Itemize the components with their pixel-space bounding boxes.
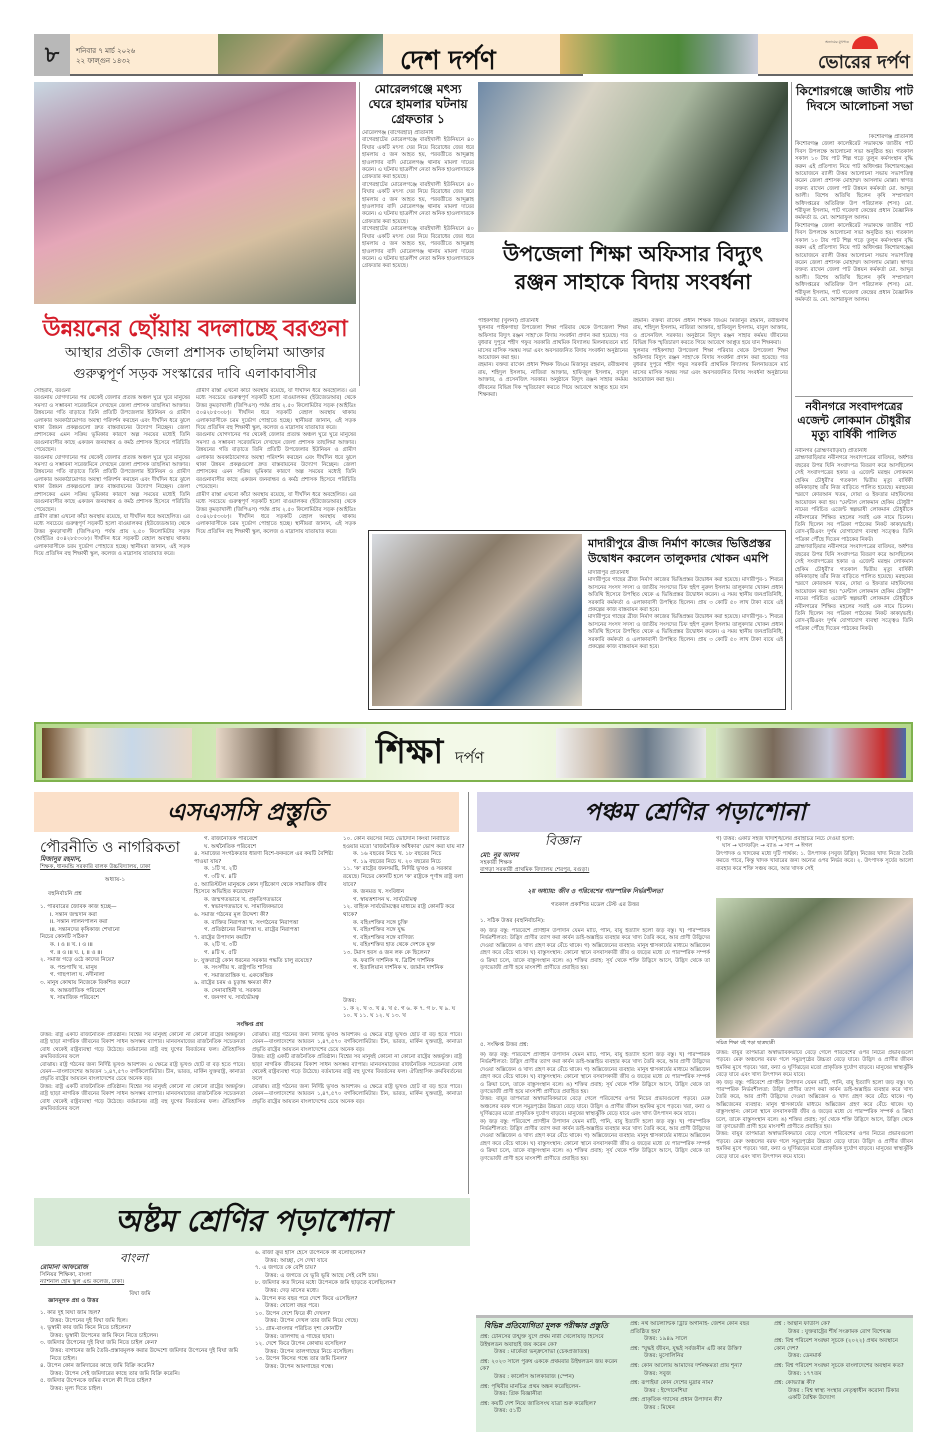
class5-q5-text: ক) জড় বস্তু: পরিবেশে প্রাণহীন উপাদান যেমন মাটি, পানি, বায়ু ইত্যাদি হলো জড় বস্তু। খ) পারস্পরিক নির্ভরশীলতা: উদ্ভিদ প্রাণীর ত্যাগ করা কার্বন ডাই-অক্সাইড ব্যবহার করে খাদ্য তৈরি করে, আর প্রাণী উদ্ভিদের দেওয়া অক্সিজেন ও খাদ্য গ্রহণ করে বেঁচে থাকে। গ) অক্সিজেনের ব্যবহার: মানুষ শ্বাসকার্যের মাধ্যমে অক্সিজেন গ্রহণ করে বেঁচে থাকে। ঘ) বাস্তুসংস্থান: কোনো স্থানে বসবাসকারী জীব ও জড়ের মধ্যে যে পারস্পরিক সম্পর্ক ও ক্রিয়া চলে, তাকে বাস্তুসংস্থান বলে। ঙ) শক্তির প্রবাহ: সূর্য থেকে শক্তি উদ্ভিদে আসে, উদ্ভিদ থেকে তা তৃণভোজী প্রাণী হয়ে মাংসাশী প্রাণীতে প্রবাহিত হয়। (480, 1052, 710, 1096)
class8-header-bar (34, 1198, 470, 1246)
barguna-body-text-2c: গ্রামীণ রাস্তা এখনো কাঁচা অবস্থায় রয়েছে, যা দীর্ঘদিন ধরে অবহেলিত। এর মধ্যে সবচেয়ে গুরুত্বপূর্ণ সড়কটি হলো বাওয়ালকর (ইউজেডআর) থেকে উত্তর কুমড়াখালী (জিপিএস) পর্যন্ত প্রায় ২.৫০ কিলোমিটার সড়ক (আইডিঃ ৫০৪২৮৫৩০৮)। দীর্ঘদিন ধরে সড়কটি বেহাল অবস্থায় থাকায় এলাকাবাসীকে চরম দুর্ভোগ পোহাতে হচ্ছে। স্থানীয়রা জানান, এই সড়ক দিয়ে প্রতিদিন বহু শিক্ষার্থী স্কুল, কলেজ ও মাদ্রাসায় যাতায়াত করে। (196, 491, 356, 535)
answer-line: উত্তর: উপেনের দুই বিঘা জমি ছিল। (50, 1317, 128, 1324)
class5-subject: বিজ্ঞান (545, 834, 580, 849)
banner-title (376, 726, 484, 783)
madaripur-body (588, 570, 783, 706)
ssc-answers (343, 998, 465, 1021)
answer-line: উত্তর: উপেন তালগাছের নিচে বসেছিল। (265, 1348, 354, 1355)
answer-line: ii. সন্তান লালনপালন করা (50, 919, 108, 926)
class5-right-text-2: উৎপাদক ও খাদকের মধ্যে দুটি পার্থক্য: ১. উৎপাদক (সবুজ উদ্ভিদ) নিজের খাদ্য নিজে তৈরি করতে পারে, কিন্তু খাদক খাবারের জন্য অন্যের ওপর নির্ভর করে। ২. উৎপাদক সূর্যের আলো ব্যবহার করে শক্তি সঞ্চয় করে, আর খাদক সেই (716, 850, 913, 872)
quiz-answer: উত্তর: সবুজ (644, 1370, 671, 1377)
answer-line: গ. ৩টি ঘ. ৪টি (204, 873, 237, 880)
quiz-item (630, 1380, 768, 1395)
quiz-question: প্রশ্ন: কোন আলোয় আমাদের দর্শনক্ষমতা প্রায় শূন্য? (630, 1362, 743, 1369)
class5-q5: ৫. সংক্ষিপ্ত উত্তর প্রশ্ন: (480, 1042, 529, 1048)
quiz-item (480, 1334, 624, 1357)
question-line: ১. পরিবারের জৈবিক কাজ হচ্ছে— (40, 904, 117, 910)
ssc-section: বহুনির্বাচনি প্রশ্ন (48, 890, 82, 897)
question-line: ৯. উপেন কত বছর পরে দেশে ফিরে এসেছিল? (255, 1295, 358, 1302)
question-line: ৭. এ জগতে কে বেশি চায়? (255, 1265, 317, 1272)
answer-line: খ. বহিঃশক্তির সঙ্গে যুদ্ধ (353, 927, 405, 934)
answer-line: ঘ. অর্থনৈতিক পরিবেশে (204, 843, 257, 850)
madaripur-dateline: মাদারীপুর প্রতিনিধি (588, 570, 629, 576)
question-line: ৬. সমাজ গঠনের মূল উদ্দেশ্য কী? (194, 911, 269, 918)
answer-line: গ. ইতালিয়ান দার্শনিক ঘ. জার্মান দার্শনিক (353, 965, 444, 972)
class5-photo (716, 898, 913, 1038)
ssc-author-role: শিক্ষক, ধানমন্ডি সরকারি বালক উচ্চবিদ্যালয়, ঢাকা (40, 863, 151, 870)
ssc-short-text-1: উত্তর: রাষ্ট্র একটি রাজনৈতিক প্রতিষ্ঠান। বিশ্বের সব মানুষই কোনো না কোনো রাষ্ট্রের অন্তর্ভুক্ত। রাষ্ট্র ছাড়া নাগরিক জীবনের বিকাশ সাধন অসম্ভব ব্যাপার। মানবসমাজের রাজনৈতিক সচেতনতা বোধ থেকেই রাষ্ট্রব্যবস্থা গড়ে উঠেছে। বর্তমানের রাষ্ট্র বহু যুগের বিবর্তনের ফল। ঐতিহাসিক ক্রমবিবর্তনের ফলে (40, 1032, 245, 1061)
kishoreganj-body (795, 134, 913, 394)
class5-author-role: সহকারী শিক্ষক (480, 859, 512, 866)
class8-author-school: ন্যাশনাল হোম স্কুল এন্ড কলেজ, ঢাকা। (40, 1279, 125, 1286)
barguna-body-text-2: গ্রামীণ রাস্তা এখনো কাঁচা অবস্থায় রয়েছে, যা দীর্ঘদিন ধরে অবহেলিত। এর মধ্যে সবচেয়ে গুরুত্বপূর্ণ সড়কটি হলো বাওয়ালকর (ইউজেডআর) থেকে উত্তর কুমড়াখালী (জিপিএস) পর্যন্ত প্রায় ২.৫০ কিলোমিটার সড়ক (আইডিঃ ৫০৪২৮৫৩০৮)। দীর্ঘদিন ধরে সড়কটি বেহাল অবস্থায় থাকায় এলাকাবাসীকে চরম দুর্ভোগ পোহাতে হচ্ছে। স্থানীয়রা জানান, এই সড়ক দিয়ে প্রতিদিন বহু শিক্ষার্থী স্কুল, কলেজ ও মাদ্রাসায় যাতায়াত করে। (196, 388, 356, 432)
nabinagar-body-text: ব্রাহ্মণবাড়িয়ার নবীনগরে সংবাদপত্রের বাতিঘর, অর্ধশত বছরের উপর যিনি সংবাদপত্র বিতরণ করে আসছিলেন সেই সংবাদপত্রের হকার ও এজেন্ট মরহুম লোকমান হেকিম চৌধুরী'র গতকাল দ্বিতীয় মৃত্যু বার্ষিকী কনিকাড়াস্থ তাঁর নিজ বাড়িতে পালিত হয়েছে। মরহুমের স্মরণে কোরআন খতম, দোয়া ও ইফতার মাহফিলের আয়োজন করা হয়। "মেন্টাল লোকমান হেকিম চৌধুরী" নামের পরিচিত এজেন্ট স্বল্পভাষী লোকমান চৌধুরীকে নবীনগরের শিক্ষিত মহলের সবাই এক নামে চিনেন। তিনি ছিলেন সব পত্রিকা পাঠকের নিকট কাকা/ভাই। রোদ-বৃষ্টিএবং দুর্গম যোগাযোগ ব্যবস্থা সত্ত্বেও তিনি পত্রিকা পৌঁছে দিতেন পাঠকের নিকট। (795, 455, 913, 543)
quiz-item (774, 1363, 910, 1378)
farewell-body-text-1: খুলনার পাইকগাছা উপজেলা শিক্ষা পরিবার থেকে উপজেলা শিক্ষা অফিসার বিদ্যুৎ রঞ্জন সাহা'কে বিদায় সংবর্ধনা প্রদান করা হয়েছে। গত বুধবার দুপুরে শহীদ গফুর সরকারি প্রাথমিক বিদ্যালয় মিলনায়তনে মার্চ মাসের মাসিক সমন্বয় সভা এবং অবসরজনিত বিদায় সংবর্ধনা অনুষ্ঠানের আয়োজন করা হয়। (478, 325, 628, 362)
class5-author: মো: নুর আলম (480, 851, 519, 859)
morrelganj-dateline: মোরেলগঞ্জ (বাগেরহাট) প্রতিনিধি (362, 130, 434, 136)
page-number: ৮ (34, 34, 70, 76)
banner-title-main: শিক্ষা (376, 732, 444, 772)
ssc-short-col1 (40, 1032, 245, 1192)
class8-section: জ্ঞানমূলক প্রশ্ন ও উত্তর (48, 1298, 99, 1305)
class5-q1-body (480, 928, 710, 1038)
farewell-body-col2 (633, 318, 788, 528)
quiz-item (774, 1338, 910, 1361)
class8-col1 (40, 1310, 250, 1440)
farewell-headline-1: উপজেলা শিক্ষা অফিসার বিদ্যুৎ (502, 242, 764, 266)
issue-date-bangla: ২২ ফাল্গুন ১৪৩২ (76, 57, 131, 65)
answer-line: গ. গাছপালা ঘ. নদীনালা (50, 972, 105, 979)
farewell-photo (478, 82, 788, 232)
answer-line: উত্তর: উপেন দেখল তার জমি নিয়ে গেছে। (265, 1318, 359, 1325)
class5-author-school: বাগড়া সরকারী প্রাথমিক বিদ্যালয় শেরপুর, বগুড়া। (480, 867, 590, 874)
quiz-item (480, 1359, 624, 1382)
quiz-question: প্রশ্ন: বিশ্ব পরিবেশ সংরক্ষা সূচকে (২০২২) প্রথম অবস্থানে কোন দেশ? (774, 1338, 898, 1352)
ssc-answers-label: উত্তর: (343, 998, 357, 1004)
answer-line: ক. ২টি খ. ৩টি (204, 942, 238, 949)
answer-line: iii. সন্তানদের কৃষিকাজ শেখানো (50, 926, 120, 933)
answer-line: গ. বহিঃশক্তির সঙ্গে বাণিজ্য (353, 934, 414, 941)
ssc-short-col2 (252, 1032, 462, 1192)
quiz-question: প্রশ্ন: নর্থ আটলান্টিক ট্রিটি অর্গানাই- জেশন কোন বছর প্রতিষ্ঠিত হয়? (630, 1321, 750, 1335)
answer-line: ক. পশুপাখি খ. মানুষ (50, 964, 97, 971)
question-line: ৬. রাজা ক্রুর হাসি হেসে উপেনকে কী বলেছিলেন? (255, 1250, 366, 1256)
farewell-headline-2: রঞ্জন সাহাকে বিদায় সংবর্ধনা (514, 270, 752, 294)
quiz-item (480, 1384, 624, 1399)
madaripur-body-text: মাদারীপুরে গাছের ব্রীজ নির্মাণ কাজের ভিত্তিপ্রস্তর উদ্বোধন করা হয়েছে। মাদারীপুর-১ শিবচর আসনের সংসদ সদস্য ও জাতীয় সংসদের চিফ হুইপ নুরুল ইসলাম তালুকদার খোকন প্রধান অতিথি হিসেবে উপস্থিত থেকে এ ভিত্তিপ্রস্তর উদ্বোধন করেন। এ সময় স্থানীয় জনপ্রতিনিধি, সরকারি কর্মকর্তা ও এলাকাবাসী উপস্থিত ছিলেন। প্রায় ৩ কোটি ৫০ লাখ টাকা ব্যয়ে এই প্রকল্পের কাজ বাস্তবায়ন করা হবে। (588, 577, 783, 614)
answer-line: গ. জনগণ ঘ. সার্বভৌমত্ব (204, 995, 259, 1002)
farewell-body-text-2: রহমান। বক্তব্য রাখেন প্রধান শিক্ষক জিএম মিজানুর রহমান, রবীন্দ্রনাথ রায়, শহিদুল ইসলাম, নাজিরা আক্তার, হাফিজুল ইসলাম, বাবুল আক্তার, ও প্রসেনজিৎ সরকার। অনুষ্ঠানে বিদ্যুৎ রঞ্জন সাহার কর্মময় জীবনের বিভিন্ন দিক স্মৃতিচারণ করতে গিয়ে আবেগে আপ্লুত হয়ে যান শিক্ষকরা। (633, 318, 788, 347)
section-title: দেশ দর্পণ (400, 46, 496, 76)
question-line: ১১. 'ক' রাষ্ট্রের জনসমষ্টি, নির্দিষ্ট ভূখণ্ড ও সরকার রয়েছে। নিচের কোনটি হলে 'ক' রাষ্ট্রকে পূর্ণাঙ্গ রাষ্ট্র বলা যাবে? (343, 866, 464, 888)
answer-line: ক. জন্মগতভাবে খ. প্রকৃতিগতভাবে (204, 896, 282, 903)
madaripur-photo (372, 534, 582, 706)
question-line: ৫. অ্যারিস্টটল মানুষকে কোন দৃষ্টিকোণ থেকে সামাজিক জীব হিসেবে অভিহিত করেছেন? (194, 881, 327, 896)
farewell-dateline: পাইকগাছা (খুলনা) প্রতিনিধি (478, 318, 539, 324)
quiz-answer: উত্তর: মুসোলিনির (644, 1353, 684, 1360)
ssc-short-text-2: বোঝায়। রাষ্ট্র গঠনের জন্য নির্দিষ্ট ভূখণ্ড আবশ্যক। এ ক্ষেত্রে রাষ্ট্র ভূখণ্ড ছোট বা বড় হতে পারে। যেমন—বাংলাদেশের আয়তন ১,৪৭,৫৭০ বর্গকিলোমিটার। চীন, ভারত, মার্কিন যুক্তরাষ্ট্র, কানাডা প্রভৃতি রাষ্ট্রের আয়তন বাংলাদেশের চেয়ে অনেক বড়। (252, 1032, 462, 1053)
banner-photo-mid-left (216, 728, 366, 778)
issue-date-gregorian: শনিবার ৭ মার্চ ২০২৬ (76, 47, 136, 55)
quiz-col2 (630, 1321, 768, 1433)
question-line: ৪. সমাজের সংগঠকতার ধারণা বিশে-ফকবলে এর কয়টি বৈশিষ্ট্য পাওয়া যায়? (194, 851, 334, 865)
logo-tagline: অন্যায়ের মুখপাত্র (825, 40, 849, 44)
barguna-body-text-1c: গ্রামীণ রাস্তা এখনো কাঁচা অবস্থায় রয়েছে, যা দীর্ঘদিন ধরে অবহেলিত। এর মধ্যে সবচেয়ে গুরুত্বপূর্ণ সড়কটি হলো বাওয়ালকর (ইউজেডআর) থেকে উত্তর কুমড়াখালী (জিপিএস) পর্যন্ত প্রায় ২.৫০ কিলোমিটার সড়ক (আইডিঃ ৫০৪২৮৫৩০৮)। দীর্ঘদিন ধরে সড়কটি বেহাল অবস্থায় থাকায় এলাকাবাসীকে চরম দুর্ভোগ পোহাতে হচ্ছে। স্থানীয়রা জানান, এই সড়ক দিয়ে প্রতিদিন বহু শিক্ষার্থী স্কুল, কলেজ ও মাদ্রাসায় যাতায়াত করে। (34, 513, 190, 557)
answer-line: গ. ii ও iii ঘ. i, ii ও iii (50, 949, 103, 956)
answer-line: i. সন্তান জন্মদান করা (50, 911, 97, 918)
question-line: ১০. কোন বয়সের নিচে ভোটদান কিংবা নির্বাচিত হওয়ার মতো 'রাজনৈতিক অধিকার' ভোগ করা যায় না? (343, 836, 465, 850)
morrelganj-headline: মোরেলগঞ্জে মৎস্য ঘেরে হামলার ঘটনায় গ্রেফতার ১ (368, 82, 468, 126)
ssc-header-bar (34, 792, 459, 832)
nabinagar-headline: নবীনগরে সংবাদপত্রের এজেন্ট লোকমান চৌধুরীর মৃত্যু বার্ষিকী পালিত (797, 400, 911, 441)
barguna-body-col1 (34, 388, 190, 710)
quiz-question: প্রশ্ন: "যুদ্ধই জীবন, যুদ্ধই সর্বজনীন এটি কার উক্তি? (630, 1345, 742, 1352)
class8-lesson: বিঘা জমি (129, 1290, 151, 1297)
ssc-title: এসএসসি প্রস্তুতি (166, 797, 327, 826)
class5-author-block (480, 852, 680, 875)
class5-right-text-3c: উত্তর: বায়ুর তাপমাত্রা অস্বাভাবিকভাবে বেড়ে গেলে পরিবেশের ওপর নিচের প্রভাবগুলো পড়বে। মেরু অঞ্চলের বরফ গলে সমুদ্রপৃষ্ঠের উচ্চতা বেড়ে যাবে। উদ্ভিদ ও প্রাণীর জীবন হুমকির মুখে পড়বে। খরা, বন্যা ও ঘূর্ণিঝড়ের মতো প্রাকৃতিক দুর্যোগ বাড়বে। মানুষের স্বাস্থ্যঝুঁকি বেড়ে যাবে এবং খাদ্য উৎপাদন কমে যাবে। (716, 1131, 913, 1160)
class8-col2 (255, 1250, 465, 1440)
barguna-body-text-1: বরগুনায় যোগদানের পর থেকেই জেলার প্রত্যন্ত অঞ্চল ঘুরে ঘুরে মানুষের সমস্যা ও সম্ভাবনা সরেজমিনে দেখছেন জেলা প্রশাসক তাছলিমা আক্তার। উন্নয়নের গতি বাড়াতে তিনি প্রতিটি উপজেলার ইউনিয়ন ও গ্রামীণ এলাকার অবকাঠামোগত অবস্থা পরিদর্শন করছেন এবং দীর্ঘদিন ধরে ঝুলে থাকা উন্নয়ন প্রকল্পগুলো দ্রুত বাস্তবায়নের উদ্যোগ নিচ্ছেন। জেলা প্রশাসকের এমন সক্রিয় ভূমিকার কারণে অল্প সময়ের মধ্যেই তিনি বরগুনাবাসীর কাছে একজন জনবান্ধব ও কর্মঠ প্রশাসক হিসেবে পরিচিতি পেয়েছেন। (34, 395, 190, 454)
ssc-short-text-2b: উত্তর: রাষ্ট্র একটি রাজনৈতিক প্রতিষ্ঠান। বিশ্বের সব মানুষই কোনো না কোনো রাষ্ট্রের অন্তর্ভুক্ত। রাষ্ট্র ছাড়া নাগরিক জীবনের বিকাশ সাধন অসম্ভব ব্যাপার। মানবসমাজের রাজনৈতিক সচেতনতা বোধ থেকেই রাষ্ট্রব্যবস্থা গড়ে উঠেছে। বর্তমানের রাষ্ট্র বহু যুগের বিবর্তনের ফল। ঐতিহাসিক ক্রমবিবর্তনের ফলে (252, 1054, 462, 1083)
morrelganj-body-text: বাগেরহাটের মোরেলগঞ্জে বারইখালী ইউনিয়নে ৪০ বিঘার একটি মৎস্য ঘের নিয়ে বিরোধের জের ধরে হামলায় ৫ জন আহত হয়, পরবর্তীতে আব্দুল্লাহ হাওলাদার বাদি মোরেলগঞ্জ থানায় মামলা দায়ের করেন। এ ঘটনায় ছাত্রলীগ নেতা অনিক হাওলাদারকে গ্রেফতার করা হয়েছে। (362, 137, 474, 181)
answer-line: উত্তর: আচ্ছা, সে দেখা যাবে (265, 1257, 328, 1264)
class5-photo-caption: সচিত্র শিক্ষা বই পড়া ছাত্রছাত্রী (716, 1040, 775, 1046)
answer-line: ক. বহিঃশক্তির সঙ্গে চুক্তি (353, 919, 408, 926)
class8-author: রোমানা আফরোজ (40, 1263, 88, 1271)
column-divider (791, 82, 792, 710)
quiz-box (476, 1315, 913, 1432)
quiz-item (774, 1321, 910, 1336)
quiz-answer: উত্তর : বিশ্ব স্বাস্থ্য সংস্থার নেতৃত্বাধীন করোনা টিকার একটি বৈশ্বিক উদ্যোগ (788, 1387, 900, 1402)
divider (795, 396, 913, 397)
ssc-questions-col3 (343, 836, 465, 996)
banner-photo-mid-right (556, 728, 706, 778)
morrelganj-body-text-c: বাগেরহাটের মোরেলগঞ্জে বারইখালী ইউনিয়নে ৪০ বিঘার একটি মৎস্য ঘের নিয়ে বিরোধের জের ধরে হামলায় ৫ জন আহত হয়, পরবর্তীতে আব্দুল্লাহ হাওলাদার বাদি মোরেলগঞ্জ থানায় মামলা দায়ের করেন। এ ঘটনায় ছাত্রলীগ নেতা অনিক হাওলাদারকে গ্রেফতার করা হয়েছে। (362, 226, 474, 270)
farewell-body-text-1b: রহমান। বক্তব্য রাখেন প্রধান শিক্ষক জিএম মিজানুর রহমান, রবীন্দ্রনাথ রায়, শহিদুল ইসলাম, নাজিরা আক্তার, হাফিজুল ইসলাম, বাবুল আক্তার, ও প্রসেনজিৎ সরকার। অনুষ্ঠানে বিদ্যুৎ রঞ্জন সাহার কর্মময় জীবনের বিভিন্ন দিক স্মৃতিচারণ করতে গিয়ে আবেগে আপ্লুত হয়ে যান শিক্ষকরা। (478, 362, 628, 399)
quiz-question: প্রশ্ন: বিশ্ব পরিবেশ সংরক্ষা সূচকে বাংলাদেশের অবস্থান কত? (774, 1362, 904, 1369)
morrelganj-body (362, 130, 474, 388)
quiz-answer: উত্তর: ৫১টি (494, 1408, 522, 1415)
farewell-body-text-2b: খুলনার পাইকগাছা উপজেলা শিক্ষা পরিবার থেকে উপজেলা শিক্ষা অফিসার বিদ্যুৎ রঞ্জন সাহা'কে বিদায় সংবর্ধনা প্রদান করা হয়েছে। গত বুধবার দুপুরে শহীদ গফুর সরকারি প্রাথমিক বিদ্যালয় মিলনায়তনে মার্চ মাসের মাসিক সমন্বয় সভা এবং অবসরজনিত বিদায় সংবর্ধনা অনুষ্ঠানের আয়োজন করা হয়। (633, 347, 788, 384)
ssc-questions-col2 (194, 836, 339, 1016)
quiz-answer: উত্তর : ইন্দোনেশিয়া (644, 1387, 688, 1394)
question-line: ৯. রাষ্ট্রের চরম ও চূড়ান্ত ক্ষমতা কী? (194, 980, 272, 987)
quiz-answer: উত্তর : মিথেন (644, 1404, 675, 1411)
barguna-subhead-2: গুরুত্বপূর্ণ সড়ক সংস্কারের দাবি এলাকাবাসীর (73, 366, 317, 382)
quiz-question: প্রশ্ন: টেনিসের উন্মুক্ত যুগে প্রথম নারী খেলোয়াড় হিসেবে উইম্বলডন অবাছাই জয় করেন কে? (480, 1334, 604, 1348)
quiz-question: প্রশ্ন: কোভ্যাক্স কী? (774, 1380, 815, 1387)
answer-line: ক. ব্যক্তির নিরাপত্তা খ. সংগঠনের নিরাপত্তা (204, 919, 299, 926)
kishoreganj-dateline: কিশোরগঞ্জ প্রতিনিধি (869, 134, 913, 140)
answer-line: উত্তর: উপেন সেই জমিদারের কাছে তার জমি বিক্রি করেনি। (50, 1370, 180, 1377)
answer-line: উত্তর: দেড় মাসের মধ্যে। (265, 1287, 319, 1294)
quiz-item (774, 1380, 910, 1403)
class8-author-block (40, 1264, 240, 1306)
class5-q5-text-c: ক) জড় বস্তু: পরিবেশে প্রাণহীন উপাদান যেমন মাটি, পানি, বায়ু ইত্যাদি হলো জড় বস্তু। খ) পারস্পরিক নির্ভরশীলতা: উদ্ভিদ প্রাণীর ত্যাগ করা কার্বন ডাই-অক্সাইড ব্যবহার করে খাদ্য তৈরি করে, আর প্রাণী উদ্ভিদের দেওয়া অক্সিজেন ও খাদ্য গ্রহণ করে বেঁচে থাকে। গ) অক্সিজেনের ব্যবহার: মানুষ শ্বাসকার্যের মাধ্যমে অক্সিজেন গ্রহণ করে বেঁচে থাকে। ঘ) বাস্তুসংস্থান: কোনো স্থানে বসবাসকারী জীব ও জড়ের মধ্যে যে পারস্পরিক সম্পর্ক ও ক্রিয়া চলে, তাকে বাস্তুসংস্থান বলে। ঙ) শক্তির প্রবাহ: সূর্য থেকে শক্তি উদ্ভিদে আসে, উদ্ভিদ থেকে তা তৃণভোজী প্রাণী হয়ে মাংসাশী প্রাণীতে প্রবাহিত হয়। (480, 1118, 710, 1162)
quiz-question: প্রশ্ন: পৃথিবীর মানচিত্র প্রথম অঙ্কন করেছিলেন- (480, 1383, 581, 1390)
class5-q5-text-b: উত্তর: বায়ুর তাপমাত্রা অস্বাভাবিকভাবে বেড়ে গেলে পরিবেশের ওপর নিচের প্রভাবগুলো পড়বে। মেরু অঞ্চলের বরফ গলে সমুদ্রপৃষ্ঠের উচ্চতা বেড়ে যাবে। উদ্ভিদ ও প্রাণীর জীবন হুমকির মুখে পড়বে। খরা, বন্যা ও ঘূর্ণিঝড়ের মতো প্রাকৃতিক দুর্যোগ বাড়বে। মানুষের স্বাস্থ্যঝুঁকি বেড়ে যাবে এবং খাদ্য উৎপাদন কমে যাবে। (480, 1096, 710, 1118)
question-line: ৮. যুক্তরাষ্ট্রে কোন ধরনের সরকার পদ্ধতি চালু রয়েছে? (194, 957, 313, 964)
quiz-question: প্রশ্ন: রূপাইয়া কোন দেশের মুদ্রার নাম? (630, 1380, 714, 1387)
ssc-author: মিজানুর রহমান, (40, 855, 82, 863)
nabinagar-dateline: নবীনগর (ব্রাহ্মণবাড়িয়া) প্রতিনিধি (795, 448, 867, 454)
question-line: ৭. রাষ্ট্রের উপাদান কয়টি? (194, 934, 251, 941)
class5-q1: ১. সঠিক উত্তর (বহুনির্বাচনি): (480, 918, 545, 924)
barguna-photo (34, 82, 356, 304)
class8-subject: বাংলা (120, 1251, 148, 1265)
answer-line: গ. প্রতিষ্ঠানের নিরাপত্তা ঘ. রাষ্ট্রের নিরাপত্তা (204, 927, 300, 934)
quiz-answer: উত্তর: ডেনমার্ক (788, 1353, 822, 1360)
class5-title: পঞ্চম শ্রেণির পড়াশোনা (584, 797, 806, 826)
quiz-answer: উত্তর : যুক্তরাষ্ট্রের শীর্ষ সংক্রামক রোগ বিশেষজ্ঞ (788, 1328, 891, 1335)
quiz-question: প্রশ্ন: প্রাকৃতিক গ্যাসের প্রধান উপাদান কী? (630, 1397, 723, 1404)
question-line: ৪. উপেন কোন জমিদারের কাছে জমি বিক্রি করেনি? (40, 1363, 155, 1370)
morrelganj-body-text-b: বাগেরহাটের মোরেলগঞ্জে বারইখালী ইউনিয়নে ৪০ বিঘার একটি মৎস্য ঘের নিয়ে বিরোধের জের ধরে হামলায় ৫ জন আহত হয়, পরবর্তীতে আব্দুল্লাহ হাওলাদার বাদি মোরেলগঞ্জ থানায় মামলা দায়ের করেন। এ ঘটনায় ছাত্রলীগ নেতা অনিক হাওলাদারকে গ্রেফতার করা হয়েছে। (362, 181, 474, 225)
class5-note: গতকাল প্রকাশিত মডেল টেস্ট এর উত্তর (550, 902, 640, 908)
answer-line: ক. আন্তর্জাতিক পরিবেশে (50, 987, 106, 994)
class5-q5-body (480, 1052, 710, 1302)
answer-line: উত্তর: ষোলো বছর পরে। (265, 1303, 320, 1310)
ssc-questions-col1 (40, 904, 190, 1014)
madaripur-headline-1: মাদারীপুরে ব্রীজ নির্মাণ কাজের ভিত্তিপ্রস্তর (588, 537, 771, 550)
answer-line: উত্তর: মূল্য দিতে চাইল। (50, 1385, 103, 1392)
question-line: নিচের কোনটি সঠিক? (40, 934, 88, 941)
class5-right-text: গ) উত্তর: একটি সহজ খাদ্যশৃঙ্খলের প্রবাহচিত্র নিচে দেওয়া হলো: (716, 836, 855, 842)
class5-header-bar (477, 792, 913, 832)
nabinagar-body-text-b: ব্রাহ্মণবাড়িয়ার নবীনগরে সংবাদপত্রের বাতিঘর, অর্ধশত বছরের উপর যিনি সংবাদপত্র বিতরণ করে আসছিলেন সেই সংবাদপত্রের হকার ও এজেন্ট মরহুম লোকমান হেকিম চৌধুরী'র গতকাল দ্বিতীয় মৃত্যু বার্ষিকী কনিকাড়াস্থ তাঁর নিজ বাড়িতে পালিত হয়েছে। মরহুমের স্মরণে কোরআন খতম, দোয়া ও ইফতার মাহফিলের আয়োজন করা হয়। "মেন্টাল লোকমান হেকিম চৌধুরী" নামের পরিচিত এজেন্ট স্বল্পভাষী লোকমান চৌধুরীকে নবীনগরের শিক্ষিত মহলের সবাই এক নামে চিনেন। তিনি ছিলেন সব পত্রিকা পাঠকের নিকট কাকা/ভাই। রোদ-বৃষ্টিএবং দুর্গম যোগাযোগ ব্যবস্থা সত্ত্বেও তিনি পত্রিকা পৌঁছে দিতেন পাঠকের নিকট। (795, 544, 913, 632)
question-line: ২. ভূস্বামী কার জমি কিনে নিতে চাইলেন? (40, 1325, 132, 1332)
answer-line: উত্তর: বাগানের জমি তৈরি-প্রস্তাবমূলক করার উদ্দেশ্যে জমিদার উপেনের দুই বিঘা জমি নিতে চাইল। (50, 1347, 239, 1362)
issue-date (76, 46, 135, 66)
quiz-item (630, 1321, 768, 1344)
answer-line: উত্তর: ভূস্বামী উপেনের জমি কিনে নিতে চাইলেন। (50, 1332, 159, 1339)
answer-line: ক. ফরাসি দার্শনিক খ. ব্রিটিশ দার্শনিক (353, 957, 435, 964)
barguna-body-text-1b: বরগুনায় যোগদানের পর থেকেই জেলার প্রত্যন্ত অঞ্চল ঘুরে ঘুরে মানুষের সমস্যা ও সম্ভাবনা সরেজমিনে দেখছেন জেলা প্রশাসক তাছলিমা আক্তার। উন্নয়নের গতি বাড়াতে তিনি প্রতিটি উপজেলার ইউনিয়ন ও গ্রামীণ এলাকার অবকাঠামোগত অবস্থা পরিদর্শন করছেন এবং দীর্ঘদিন ধরে ঝুলে থাকা উন্নয়ন প্রকল্পগুলো দ্রুত বাস্তবায়নের উদ্যোগ নিচ্ছেন। জেলা প্রশাসকের এমন সক্রিয় ভূমিকার কারণে অল্প সময়ের মধ্যেই তিনি বরগুনাবাসীর কাছে একজন জনবান্ধব ও কর্মঠ প্রশাসক হিসেবে পরিচিতি পেয়েছেন। (34, 454, 190, 513)
barguna-subhead-1: আস্থার প্রতীক জেলা প্রশাসক তাছলিমা আক্তার (65, 345, 325, 361)
ssc-short-text-1c: উত্তর: রাষ্ট্র একটি রাজনৈতিক প্রতিষ্ঠান। বিশ্বের সব মানুষই কোনো না কোনো রাষ্ট্রের অন্তর্ভুক্ত। রাষ্ট্র ছাড়া নাগরিক জীবনের বিকাশ সাধন অসম্ভব ব্যাপার। মানবসমাজের রাজনৈতিক সচেতনতা বোধ থেকেই রাষ্ট্রব্যবস্থা গড়ে উঠেছে। বর্তমানের রাষ্ট্র বহু যুগের বিবর্তনের ফল। ঐতিহাসিক ক্রমবিবর্তনের ফলে (40, 1083, 245, 1113)
masthead-photo-strip-left (218, 34, 383, 74)
question-line: ৩. জমিদার উপেনের দুই বিঘা জমি নিতে চাইল কেন? (40, 1340, 157, 1347)
class5-q1-text: ক) জড় বস্তু: পরিবেশে প্রাণহীন উপাদান যেমন মাটি, পানি, বায়ু ইত্যাদি হলো জড় বস্তু। খ) পারস্পরিক নির্ভরশীলতা: উদ্ভিদ প্রাণীর ত্যাগ করা কার্বন ডাই-অক্সাইড ব্যবহার করে খাদ্য তৈরি করে, আর প্রাণী উদ্ভিদের দেওয়া অক্সিজেন ও খাদ্য গ্রহণ করে বেঁচে থাকে। গ) অক্সিজেনের ব্যবহার: মানুষ শ্বাসকার্যের মাধ্যমে অক্সিজেন গ্রহণ করে বেঁচে থাকে। ঘ) বাস্তুসংস্থান: কোনো স্থানে বসবাসকারী জীব ও জড়ের মধ্যে যে পারস্পরিক সম্পর্ক ও ক্রিয়া চলে, তাকে বাস্তুসংস্থান বলে। ঙ) শক্তির প্রবাহ: সূর্য থেকে শক্তি উদ্ভিদে আসে, উদ্ভিদ থেকে তা তৃণভোজী প্রাণী হয়ে মাংসাশী প্রাণীতে প্রবাহিত হয়। (480, 928, 710, 972)
class5-right-text-3b: ক) জড় বস্তু: পরিবেশে প্রাণহীন উপাদান যেমন মাটি, পানি, বায়ু ইত্যাদি হলো জড় বস্তু। খ) পারস্পরিক নির্ভরশীলতা: উদ্ভিদ প্রাণীর ত্যাগ করা কার্বন ডাই-অক্সাইড ব্যবহার করে খাদ্য তৈরি করে, আর প্রাণী উদ্ভিদের দেওয়া অক্সিজেন ও খাদ্য গ্রহণ করে বেঁচে থাকে। গ) অক্সিজেনের ব্যবহার: মানুষ শ্বাসকার্যের মাধ্যমে অক্সিজেন গ্রহণ করে বেঁচে থাকে। ঘ) বাস্তুসংস্থান: কোনো স্থানে বসবাসকারী জীব ও জড়ের মধ্যে যে পারস্পরিক সম্পর্ক ও ক্রিয়া চলে, তাকে বাস্তুসংস্থান বলে। ঙ) শক্তির প্রবাহ: সূর্য থেকে শক্তি উদ্ভিদে আসে, উদ্ভিদ থেকে তা তৃণভোজী প্রাণী হয়ে মাংসাশী প্রাণীতে প্রবাহিত হয়। (716, 1079, 913, 1131)
question-line: ১. কার দুই বিঘা জমি ছিল? (40, 1310, 101, 1316)
farewell-body-col1 (478, 318, 628, 528)
question-line: ১০. উপেন দেশে ফিরে কী দেখল? (255, 1310, 330, 1317)
quiz-item (630, 1397, 768, 1412)
answer-line: গ. রাজনৈতিক পরিবেশে (204, 836, 258, 842)
barguna-headline: উন্নয়নের ছোঁয়ায় বদলাচ্ছে বরগুনা (42, 316, 348, 342)
madaripur-body-text-b: মাদারীপুরে গাছের ব্রীজ নির্মাণ কাজের ভিত্তিপ্রস্তর উদ্বোধন করা হয়েছে। মাদারীপুর-১ শিবচর আসনের সংসদ সদস্য ও জাতীয় সংসদের চিফ হুইপ নুরুল ইসলাম তালুকদার খোকন প্রধান অতিথি হিসেবে উপস্থিত থেকে এ ভিত্তিপ্রস্তর উদ্বোধন করেন। এ সময় স্থানীয় জনপ্রতিনিধি, সরকারি কর্মকর্তা ও এলাকাবাসী উপস্থিত ছিলেন। প্রায় ৩ কোটি ৫০ লাখ টাকা ব্যয়ে এই প্রকল্পের কাজ বাস্তবায়ন করা হবে। (588, 614, 783, 651)
answer-line: ক. সংসদীয় খ. রাষ্ট্রপতি শাসিত (204, 965, 273, 972)
class8-title: অষ্টম শ্রেণির পড়াশোনা (114, 1204, 390, 1239)
newspaper-logo: ভোরের দর্পণ (818, 52, 910, 73)
answer-line: গ. সমাজতান্ত্রিক ঘ. এককেন্দ্রিক (204, 972, 274, 979)
class5-chapter: ২য় অধ্যায়: জীব ও পরিবেশের পারস্পরিক নির্ভরশীলতা (527, 888, 663, 895)
barguna-body-col2 (196, 388, 356, 710)
column-divider (468, 792, 469, 1194)
column-divider (359, 82, 360, 386)
madaripur-headline (588, 536, 783, 566)
ssc-answers-text: ১. ক ২. খ ৩. খ ৪. খ ৫. গ ৬. ক ৭. গ ৮. খ ৯. ঘ ১০. খ ১১. ঘ ১২. ঘ ১৩. খ (343, 1005, 456, 1020)
quiz-col1 (480, 1334, 624, 1434)
answer-line: গ. স্বায়ত্তশাসন ঘ. সার্বভৌমত্ব (353, 896, 417, 903)
quiz-item (630, 1346, 768, 1361)
barguna-body-text-2b: বরগুনায় যোগদানের পর থেকেই জেলার প্রত্যন্ত অঞ্চল ঘুরে ঘুরে মানুষের সমস্যা ও সম্ভাবনা সরেজমিনে দেখছেন জেলা প্রশাসক তাছলিমা আক্তার। উন্নয়নের গতি বাড়াতে তিনি প্রতিটি উপজেলার ইউনিয়ন ও গ্রামীণ এলাকার অবকাঠামোগত অবস্থা পরিদর্শন করছেন এবং দীর্ঘদিন ধরে ঝুলে থাকা উন্নয়ন প্রকল্পগুলো দ্রুত বাস্তবায়নের উদ্যোগ নিচ্ছেন। জেলা প্রশাসকের এমন সক্রিয় ভূমিকার কারণে অল্প সময়ের মধ্যেই তিনি বরগুনাবাসীর কাছে একজন জনবান্ধব ও কর্মঠ প্রশাসক হিসেবে পরিচিতি পেয়েছেন। (196, 432, 356, 491)
answer-line: ঘ. বহিঃশক্তির হাত থেকে দেশকে মুক্ত (353, 942, 436, 949)
answer-line: উত্তর: এ জগতে যে ভূরি ভূরি আছে সেই বেশি চায়। (265, 1272, 379, 1279)
masthead-photo-strip-right (560, 34, 758, 74)
quiz-question: প্রশ্ন : আন্থনি ফাউসি কে? (774, 1321, 830, 1327)
banner-photo-right (716, 728, 906, 778)
answer-line: উত্তর: তালগাছ ও গাছের ছায়া। (265, 1333, 335, 1340)
quiz-item (630, 1363, 768, 1378)
answer-line: খ. সামাজিক পরিবেশে (50, 995, 99, 1002)
class5-food-chain: ঘাস → ঘাসফড়িং → ব্যাঙ → সাপ → ঈগল (722, 843, 813, 850)
question-line: ১২. দেশে ফিরে উপেন কোথায় বসেছিল? (255, 1341, 346, 1348)
question-line: ২. সমাজ গড়ে ওঠে কাদের নিয়ে? (40, 957, 115, 964)
question-line: ১২. বাহ্যিক সার্বভৌমত্বের মাধ্যমে রাষ্ট্র কোনটি করে থাকে? (343, 904, 455, 918)
kishoreganj-headline: কিশোরগঞ্জে জাতীয় পাট দিবসে আলোচনা সভা (795, 84, 913, 113)
ssc-chapter: অধ্যায়-১ (104, 877, 126, 884)
answer-line: গ. ১৯ বছরের নিচে ঘ. ২০ বছরের নিচে (353, 858, 441, 865)
nabinagar-body (795, 448, 913, 710)
quiz-item (480, 1401, 624, 1416)
answer-line: ক. i ও ii খ. i ও iii (50, 941, 93, 948)
barguna-dateline: সোহরাব, বরগুনা (34, 388, 71, 394)
question-line: ১৩. টমাস হবস ও জন লক কে ছিলেন? (343, 949, 431, 956)
quiz-question: প্রশ্ন: ২০২৩ সালে পুরুষ এককে প্রথমবার উইম্বলডন জয় করেন কে? (480, 1358, 618, 1373)
quiz-answer: উত্তর : কার্লোস আলকারাজ (স্পেন) (494, 1373, 575, 1380)
answer-line: উত্তর: উপেন আমগাছের গন্ধে। (265, 1363, 334, 1370)
question-line: ৩. মানুষ কোথায় নিজেকে বিকশিত করে? (40, 979, 131, 986)
answer-line: ক. সেনাবাহিনী খ. সরকার (204, 987, 262, 994)
ssc-subject: পৌরনীতি ও নাগরিকতা (40, 838, 180, 856)
quiz-title: বিভিন্ন প্রতিযোগিতা মূলক পরীক্ষার প্রস্তুতি (484, 1321, 609, 1330)
banner-photo-left (42, 728, 192, 778)
madaripur-headline-2: উদ্বোধন করলেন তালুকদার খোকন এমপি (588, 552, 769, 565)
question-line: ১৩. উপেন কিসের গন্ধে তার জমি চিনল? (255, 1356, 348, 1363)
class5-right-top (716, 836, 913, 896)
quiz-answer: উত্তর: ১৯৪৯ সালে (644, 1336, 688, 1343)
answer-line: গ. স্বভাবগতভাবে ঘ. সামাজিকভাবে (204, 904, 284, 911)
class5-right-bottom (716, 1050, 913, 1302)
class5-right-text-3: উত্তর: বায়ুর তাপমাত্রা অস্বাভাবিকভাবে বেড়ে গেলে পরিবেশের ওপর নিচের প্রভাবগুলো পড়বে। মেরু অঞ্চলের বরফ গলে সমুদ্রপৃষ্ঠের উচ্চতা বেড়ে যাবে। উদ্ভিদ ও প্রাণীর জীবন হুমকির মুখে পড়বে। খরা, বন্যা ও ঘূর্ণিঝড়ের মতো প্রাকৃতিক দুর্যোগ বাড়বে। মানুষের স্বাস্থ্যঝুঁকি বেড়ে যাবে এবং খাদ্য উৎপাদন কমে যাবে। (716, 1050, 913, 1079)
shiksha-darpan-banner (34, 722, 913, 782)
question-line: ৫. জমিদার উপেনকে জমির বদলে কী দিতে চাইল? (40, 1378, 152, 1385)
question-line: ৮. জমিদার কত দিনের মধ্যে উপেনকে জমি ছাড়তে বলেছিলেন? (255, 1280, 396, 1287)
quiz-answer: উত্তর: ১৭৭তম (788, 1370, 822, 1377)
kishoreganj-body-text: কিশোরগঞ্জ জেলা কালেক্টরেট সভাকক্ষে জাতীয় পাট দিবস উপলক্ষে আলোচনা সভা অনুষ্ঠিত হয়। গতকাল সকাল ১০ টায় পাট শিল্প গড়ে তুলুন কর্মসংস্থান বৃদ্ধি করুন এই প্রতিপাদ্য নিয়ে পাট অধিদপ্তর কিশোরগঞ্জের আয়োজনে র‍্যালী উত্তর আলোচনা সভায় সভাপতিত্ব করেন জেলা প্রশাসক মোহাম্মদ আসলাম মোল্লা। স্বাগত বক্তব্য রাখেন জেলা পাট উন্নয়ন কর্মকর্তা মো. আব্দুর আলী। বিশেষ অতিথি ছিলেন কৃষি সম্প্রসারণ অধিদপ্তরের অতিরিক্ত উপ পরিচালক (শস্য) মো. শরীফুল ইসলাম, পাট গবেষণা কেন্দ্রের প্রধান বৈজ্ঞানিক কর্মকর্তা ড. মো. আশরাফুল আলম। (795, 141, 913, 222)
answer-line: ক. জনমত খ. সংবিধান (353, 889, 405, 896)
answer-line: ক. ১৬ বছরের নিচে খ. ১৮ বছরের নিচে (353, 851, 442, 858)
ssc-short-text-2c: বোঝায়। রাষ্ট্র গঠনের জন্য নির্দিষ্ট ভূখণ্ড আবশ্যক। এ ক্ষেত্রে রাষ্ট্র ভূখণ্ড ছোট বা বড় হতে পারে। যেমন—বাংলাদেশের আয়তন ১,৪৭,৫৭০ বর্গকিলোমিটার। চীন, ভারত, মার্কিন যুক্তরাষ্ট্র, কানাডা প্রভৃতি রাষ্ট্রের আয়তন বাংলাদেশের চেয়ে অনেক বড়। (252, 1083, 462, 1105)
question-line: ১১. গ্রাম-বাংলার পরিচিত দৃশ্য কোনটি? (255, 1325, 343, 1332)
quiz-question: প্রশ্ন: কয়টি দেশ নিয়ে জাতিসংঘ যাত্রা শুরু করেছিল? (480, 1400, 596, 1407)
kishoreganj-body-text-b: কিশোরগঞ্জ জেলা কালেক্টরেট সভাকক্ষে জাতীয় পাট দিবস উপলক্ষে আলোচনা সভা অনুষ্ঠিত হয়। গতকাল সকাল ১০ টায় পাট শিল্প গড়ে তুলুন কর্মসংস্থান বৃদ্ধি করুন এই প্রতিপাদ্য নিয়ে পাট অধিদপ্তর কিশোরগঞ্জের আয়োজনে র‍্যালী উত্তর আলোচনা সভায় সভাপতিত্ব করেন জেলা প্রশাসক মোহাম্মদ আসলাম মোল্লা। স্বাগত বক্তব্য রাখেন জেলা পাট উন্নয়ন কর্মকর্তা মো. আব্দুর আলী। বিশেষ অতিথি ছিলেন কৃষি সম্প্রসারণ অধিদপ্তরের অতিরিক্ত উপ পরিচালক (শস্য) মো. শরীফুল ইসলাম, পাট গবেষণা কেন্দ্রের প্রধান বৈজ্ঞানিক কর্মকর্তা ড. মো. আশরাফুল আলম। (795, 222, 913, 303)
ssc-author-block (40, 856, 190, 898)
ssc-short-text-1b: বোঝায়। রাষ্ট্র গঠনের জন্য নির্দিষ্ট ভূখণ্ড আবশ্যক। এ ক্ষেত্রে রাষ্ট্র ভূখণ্ড ছোট বা বড় হতে পারে। যেমন—বাংলাদেশের আয়তন ১,৪৭,৫৭০ বর্গকিলোমিটার। চীন, ভারত, মার্কিন যুক্তরাষ্ট্র, কানাডা প্রভৃতি রাষ্ট্রের আয়তন বাংলাদেশের চেয়ে অনেক বড়। (40, 1061, 245, 1083)
quiz-answer: উত্তর : মার্কেতা ভন্দ্রুসোভা (চেকপ্রজাতন্ত্র) (494, 1349, 590, 1356)
ssc-short-label: সংক্ষিপ্ত প্রশ্ন (236, 1022, 264, 1028)
answer-line: গ. ৪টি ঘ. ৫টি (204, 949, 237, 956)
quiz-col3 (774, 1321, 910, 1433)
answer-line: ক. ১টি খ. ২টি (204, 866, 238, 873)
class8-author-role: সিনিয়র শিক্ষিকা, বাংলা (40, 1271, 92, 1278)
quiz-answer: উত্তর: গ্রিক বিজ্ঞানীরা (494, 1391, 542, 1398)
banner-title-suffix: দর্পণ (455, 748, 485, 767)
